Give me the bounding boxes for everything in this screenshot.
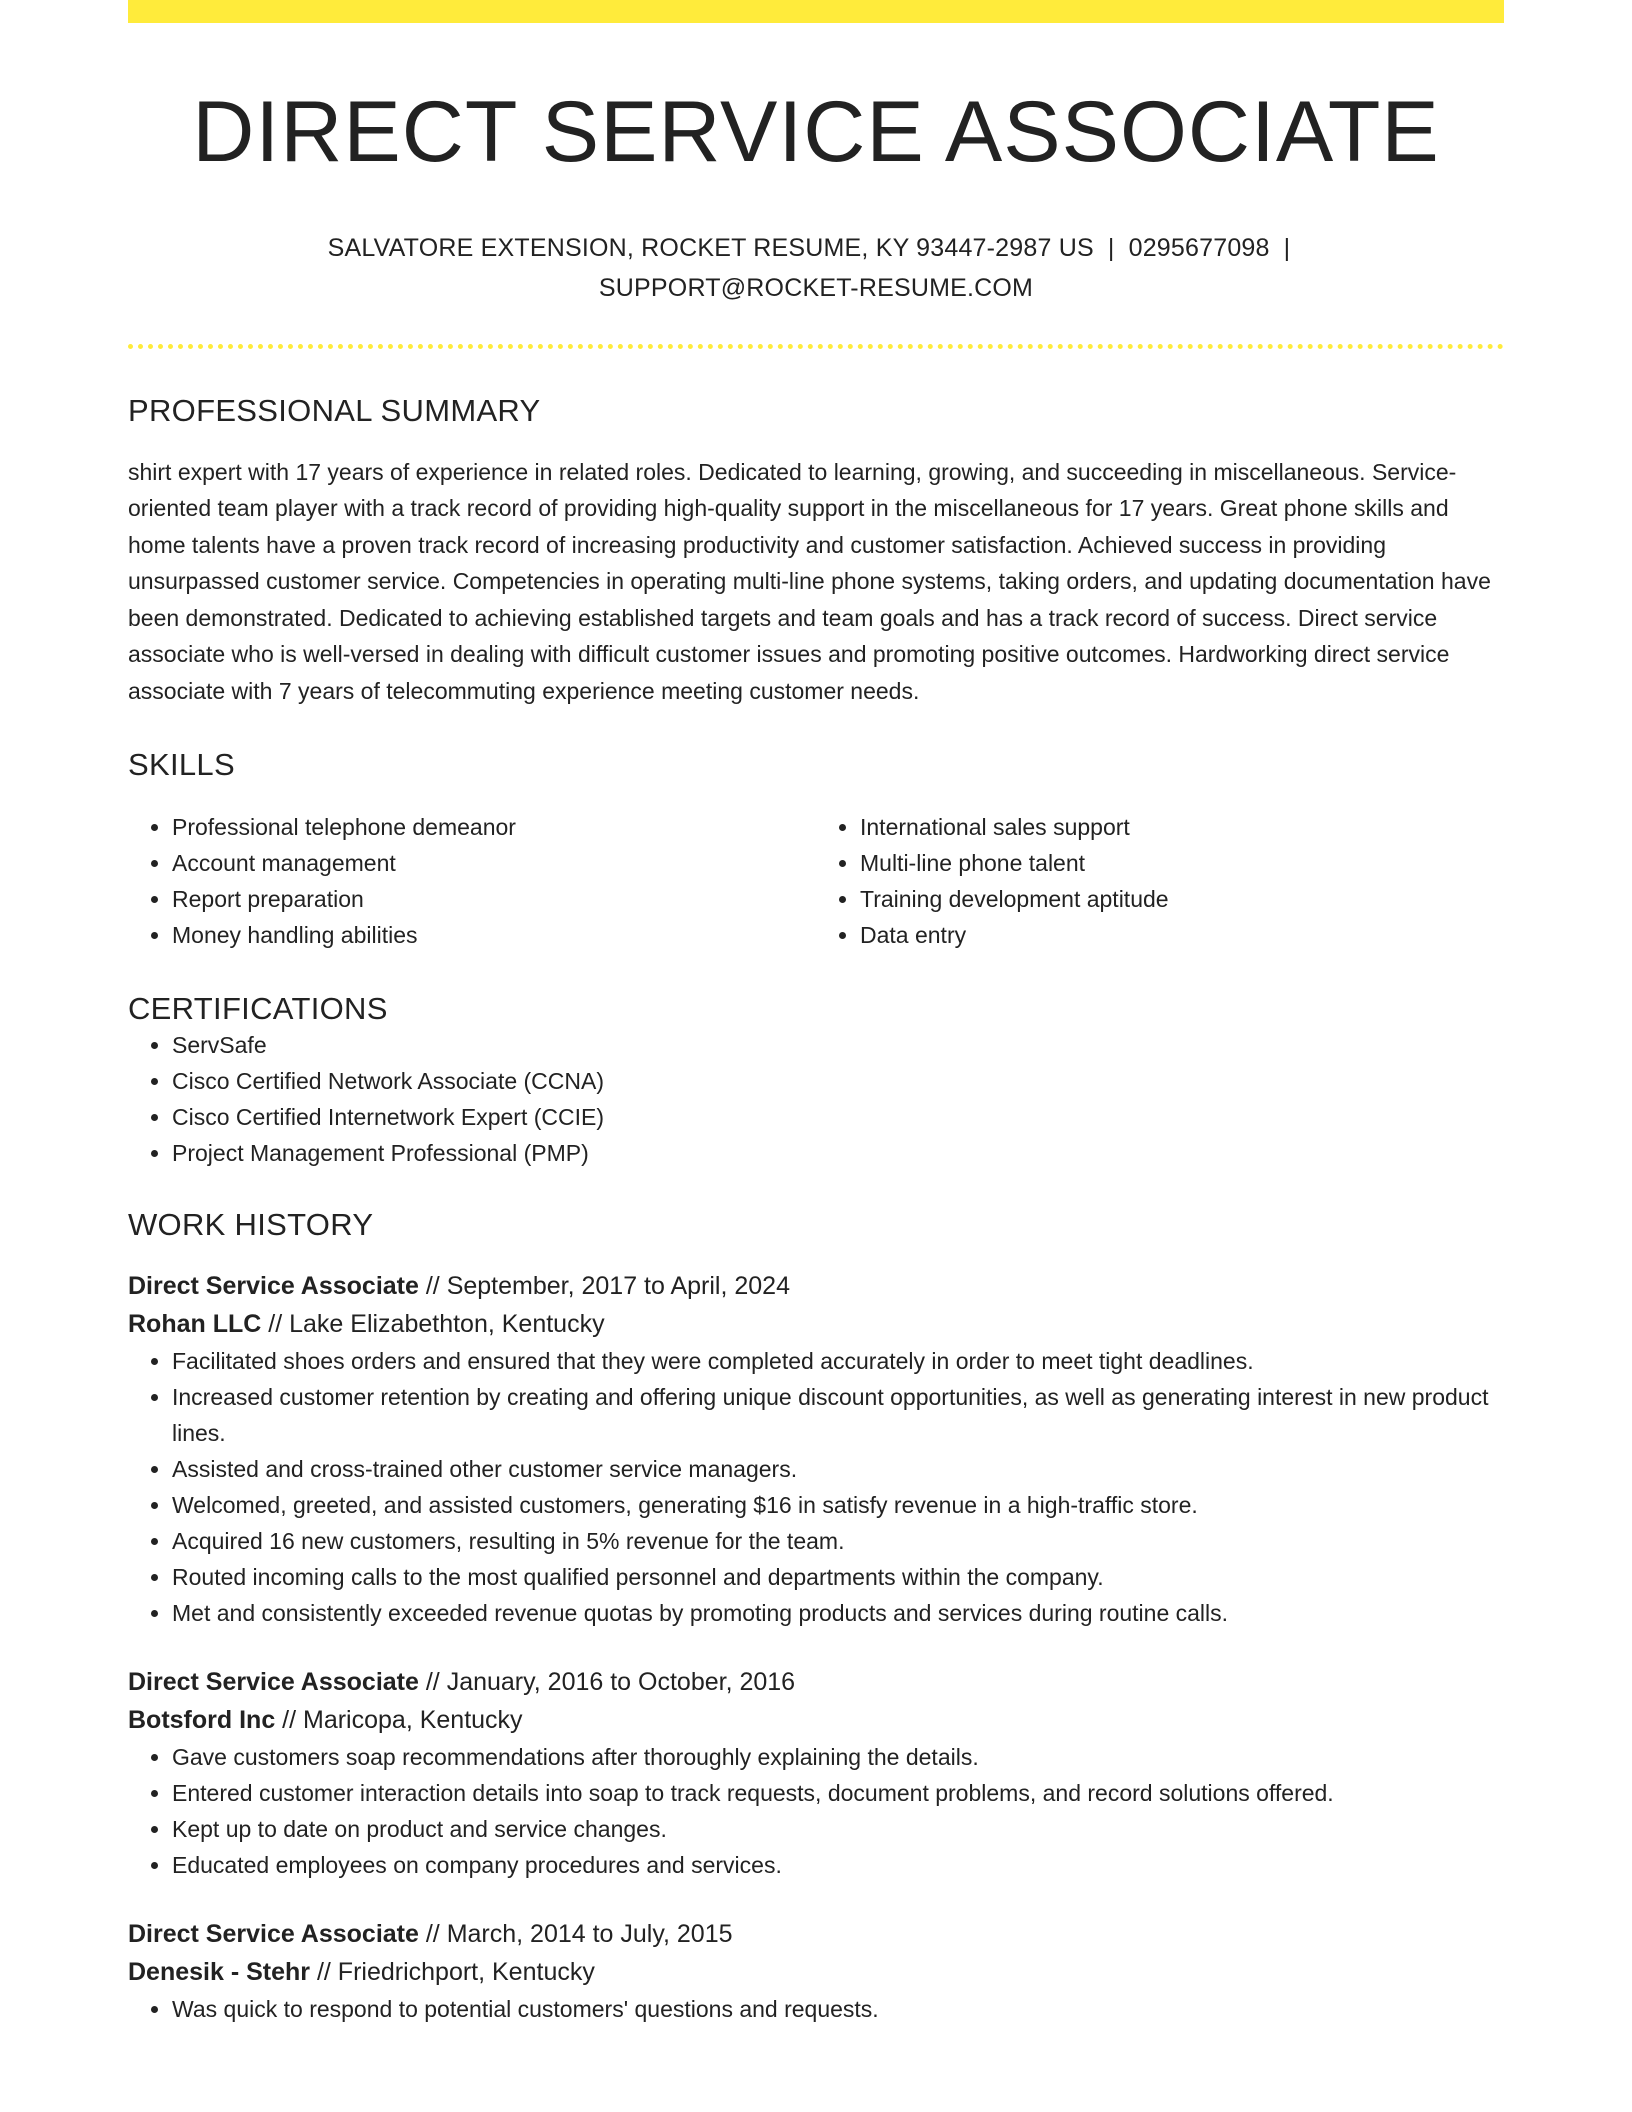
list-item: • Project Management Professional (PMP) bbox=[172, 1135, 1504, 1171]
job-company-line bbox=[128, 1701, 1504, 1739]
list-item: • Gave customers soap recommendations after thoroughly explaining the details. bbox=[172, 1739, 1504, 1775]
list-item: • Account management bbox=[172, 845, 816, 881]
resume-title: DIRECT SERVICE ASSOCIATE bbox=[192, 84, 1440, 180]
job-role: Direct Service Associate bbox=[128, 1272, 419, 1301]
contact-info bbox=[128, 228, 1504, 308]
job-role: Direct Service Associate bbox=[128, 1920, 419, 1949]
job-entry bbox=[128, 1663, 1504, 1883]
contact-address: SALVATORE EXTENSION, ROCKET RESUME, KY 93447-2987 US bbox=[327, 233, 1094, 262]
list-item: • Professional telephone demeanor bbox=[172, 809, 816, 845]
list-item: • Data entry bbox=[860, 917, 1504, 953]
job-location: // Friedrichport, Kentucky bbox=[310, 1958, 595, 1987]
job-role-line bbox=[128, 1915, 1504, 1953]
job-location: // Maricopa, Kentucky bbox=[275, 1706, 523, 1735]
list-item: • Assisted and cross-trained other customer service managers. bbox=[172, 1451, 1504, 1487]
list-item: • Entered customer interaction details into soap to track requests, document problems, and record solutions offered. bbox=[172, 1775, 1504, 1811]
list-item: • Cisco Certified Internetwork Expert (CCIE) bbox=[172, 1099, 1504, 1135]
work-history-heading: WORK HISTORY bbox=[128, 1207, 374, 1243]
skills-list bbox=[128, 809, 1504, 953]
job-bullets bbox=[128, 1991, 1504, 2027]
skills-column-left bbox=[128, 809, 816, 953]
job-company: Rohan LLC bbox=[128, 1310, 262, 1339]
job-entry bbox=[128, 1915, 1504, 2027]
list-item: • Educated employees on company procedures and services. bbox=[172, 1847, 1504, 1883]
list-item: • Training development aptitude bbox=[860, 881, 1504, 917]
certifications-list bbox=[128, 1027, 1504, 1171]
list-item: • Acquired 16 new customers, resulting in 5% revenue for the team. bbox=[172, 1523, 1504, 1559]
job-role: Direct Service Associate bbox=[128, 1668, 419, 1697]
skills-column-right bbox=[816, 809, 1504, 953]
job-company: Denesik - Stehr bbox=[128, 1958, 311, 1987]
list-item: • Kept up to date on product and service changes. bbox=[172, 1811, 1504, 1847]
skills-heading: SKILLS bbox=[128, 747, 235, 783]
job-role-line bbox=[128, 1267, 1504, 1305]
list-item: • ServSafe bbox=[172, 1027, 1504, 1063]
job-company-line bbox=[128, 1305, 1504, 1343]
list-item: • Report preparation bbox=[172, 881, 816, 917]
job-dates: // March, 2014 to July, 2015 bbox=[418, 1920, 733, 1949]
list-item: • Money handling abilities bbox=[172, 917, 816, 953]
list-item: • Met and consistently exceeded revenue quotas by promoting products and services during routine calls. bbox=[172, 1595, 1504, 1631]
summary-text: shirt expert with 17 years of experience in related roles. Dedicated to learning, growing, and succeeding in miscellaneous. Service-oriented team player with a track record of providing high-quality support in the miscellaneous for 17 years. Great phone skills and home talents have a proven track record of increasing productivity and customer satisfaction. Achieved success in providing unsurpassed customer service. Competencies in operating multi-line phone systems, taking orders, and updating documentation have been demonstrated. Dedicated to achieving established targets and team goals and has a track record of success. Direct service associate who is well-versed in dealing with difficult customer issues and promoting positive outcomes. Hardworking direct service associate with 7 years of telecommuting experience meeting customer needs. bbox=[128, 458, 1491, 704]
job-location: // Lake Elizabethton, Kentucky bbox=[261, 1310, 605, 1339]
list-item: • Routed incoming calls to the most qualified personnel and departments within the company. bbox=[172, 1559, 1504, 1595]
list-item: • Welcomed, greeted, and assisted customers, generating $16 in satisfy revenue in a high-traffic store. bbox=[172, 1487, 1504, 1523]
summary-heading: PROFESSIONAL SUMMARY bbox=[128, 392, 541, 428]
resume-page bbox=[128, 0, 1504, 2027]
list-item: • Was quick to respond to potential customers' questions and requests. bbox=[172, 1991, 1504, 2027]
job-dates: // January, 2016 to October, 2016 bbox=[418, 1668, 796, 1697]
job-bullets bbox=[128, 1343, 1504, 1631]
job-company-line bbox=[128, 1953, 1504, 1991]
job-company: Botsford Inc bbox=[128, 1706, 276, 1735]
job-entry bbox=[128, 1267, 1504, 1631]
list-item: • Multi-line phone talent bbox=[860, 845, 1504, 881]
list-item: • Increased customer retention by creating and offering unique discount opportunities, as well as generating interest in new product lines. bbox=[172, 1379, 1504, 1451]
certifications-heading: CERTIFICATIONS bbox=[128, 991, 388, 1027]
top-accent-bar bbox=[128, 0, 1504, 23]
contact-separator: | bbox=[1107, 233, 1115, 262]
list-item: • Cisco Certified Network Associate (CCNA) bbox=[172, 1063, 1504, 1099]
job-bullets bbox=[128, 1739, 1504, 1883]
contact-phone: 0295677098 bbox=[1128, 233, 1270, 262]
list-item: • International sales support bbox=[860, 809, 1504, 845]
dotted-divider bbox=[128, 344, 1504, 349]
job-role-line bbox=[128, 1663, 1504, 1701]
contact-separator: | bbox=[1283, 233, 1291, 262]
list-item: • Facilitated shoes orders and ensured that they were completed accurately in order to meet tight deadlines. bbox=[172, 1343, 1504, 1379]
job-dates: // September, 2017 to April, 2024 bbox=[418, 1272, 790, 1301]
contact-email[interactable]: SUPPORT@ROCKET-RESUME.COM bbox=[598, 273, 1034, 302]
